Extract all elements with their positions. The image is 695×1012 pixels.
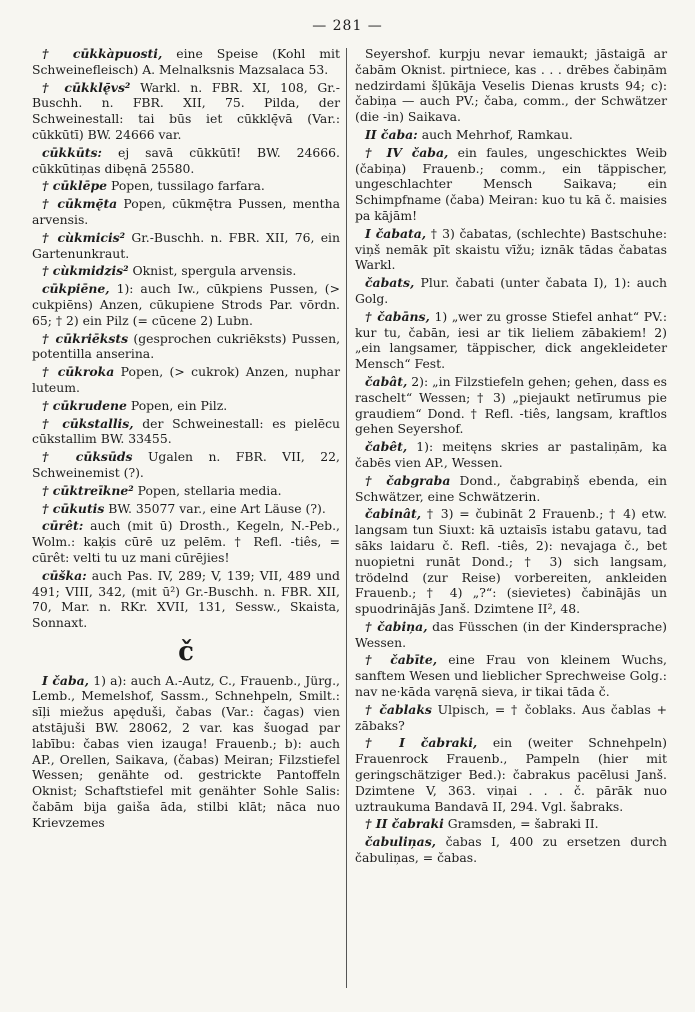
entry-text: der Schweinestall: es pielēcu cūkstallim BW. 33455.	[32, 415, 340, 447]
entry-text: Popen, tussilago farfara.	[107, 178, 265, 194]
entry-text: 1) „wer zu grosse Stiefel anhat“ PV.: kur tu, čabān, iesi ar tik lieliem zābakiem! 2) „ein langsamer, täppischer, dick angekleideter Mensch“ Fest.	[355, 308, 668, 372]
entry-headword: cūrêt:	[42, 518, 84, 534]
dictionary-entry	[32, 501, 340, 517]
dictionary-entry	[355, 473, 667, 505]
dictionary-entry	[355, 652, 667, 699]
entry-text: Gr.-Buschh. n. FBR. XII, 76, ein Gartenunkraut.	[32, 229, 340, 261]
entry-text: Dond., čabgrabiņš ebenda, ein Schwätzer, eine Schwätzerin.	[355, 472, 667, 504]
dictionary-entry	[355, 816, 667, 832]
entry-headword: † cūkriēksts	[42, 330, 129, 346]
entry-headword: I čabata,	[365, 225, 427, 241]
entry-headword: † cūkklę̄vs²	[42, 79, 131, 95]
dictionary-entry	[32, 80, 340, 143]
entry-headword: † cūklēpe	[42, 178, 108, 194]
dictionary-entry	[32, 483, 340, 499]
entry-text: auch Pas. IV, 289; V, 139; VII, 489 und 491; VIII, 342, (mit ū²) Gr.-Buschh. n. FBR. XII, 70, Mar. n. RKr. XVII, 131, Sessw., Skaista, Sonnaxt.	[32, 567, 340, 631]
dictionary-entry	[32, 281, 340, 328]
entry-headword: † cūkkàpuosti,	[42, 46, 163, 61]
entry-headword: † II čabraki	[365, 816, 444, 832]
entry-text: 1): meitęns skries ar pastaliņām, ka čabēs vien AP., Wessen.	[355, 439, 667, 470]
entry-headword: čabats,	[365, 275, 415, 291]
entry-headword: † čabiņa,	[365, 618, 428, 634]
dictionary-entry	[355, 619, 667, 651]
entry-text: Popen, (> cukrok) Anzen, nuphar luteum.	[32, 364, 340, 395]
entry-headword: † IV čaba,	[365, 144, 449, 160]
entry-text: Popen, stellaria media.	[133, 482, 282, 498]
dictionary-entry	[355, 145, 667, 224]
dictionary-entry	[32, 398, 340, 414]
entry-text: 2): „in Filzstiefeln gehen; gehen, dass es raschelt“ Wessen; † 3) „piejaukt netīrumus pie graudiem“ Dond. † Refl. -tiês, langsam, kraftlos gehen Seyershof.	[355, 373, 667, 437]
entry-headword: † čabāns,	[365, 308, 430, 324]
entry-headword: cūkpiēne,	[42, 281, 110, 297]
dictionary-entry	[32, 196, 340, 228]
entry-headword: † čabīte,	[365, 652, 438, 668]
entry-text: Oknist, spergula arvensis.	[128, 263, 297, 279]
entry-text: eine Frau von kleinem Wuchs, sanftem Wesen und lieblicher Sprechweise Golg.: nav ne·kāda varęnā sieva, ir tikai tāda č.	[355, 652, 667, 700]
dictionary-entry	[32, 568, 340, 631]
entry-text: Plur. čabati (unter čabata I), 1): auch Golg.	[355, 275, 667, 306]
entry-headword: † cūkroka	[42, 364, 115, 380]
left-column	[32, 46, 340, 833]
entry-text: ein faules, ungeschicktes Weib (čabiņa) Frauenb.; comm., ein täppischer, ungeschlachter Mensch Saikava; ein Schimpfname (čaba) Meiran: kuo tu kā č. maisies pa kājām!	[355, 144, 667, 223]
dictionary-entry	[355, 127, 667, 143]
entry-headword: † čabgraba	[365, 472, 451, 488]
entry-headword: cūška:	[42, 567, 87, 583]
entry-headword: † cùkmicis²	[42, 229, 126, 245]
entry-text: auch (mit ū) Drosth., Kegeln, N.-Peb., Wolm.: kaķis cūrē uz pelēm. † Refl. -tiês, = cūrêt: velti tu uz mani cūrējies!	[32, 518, 340, 565]
dictionary-entry	[32, 673, 340, 831]
entry-text: auch Mehrhof, Ramkau.	[417, 126, 573, 142]
entry-text: das Füsschen (in der Kindersprache) Wessen.	[355, 618, 668, 650]
entry-headword: † cūkrudene	[42, 397, 127, 413]
entry-headword: čabêt,	[365, 439, 408, 455]
entry-text: ej savā cūkkūtī! BW. 24666. cūkkūtiņas dibęnā 25580.	[32, 144, 340, 176]
entry-headword: † I čabraki,	[365, 735, 478, 751]
entry-headword: čabuliņas,	[365, 834, 436, 850]
dictionary-entry	[32, 145, 340, 177]
entry-headword: † cùkmidzis²	[42, 263, 129, 279]
entry-text: 1): auch Iw., cūkpiens Pussen, (> cukpiēns) Anzen, cūkupiene Strods Par. vōrdn. 65; † 2) ein Pilz (= cūcene 2) Lubn.	[32, 281, 340, 328]
dictionary-entry	[32, 263, 340, 279]
entry-text: (gesprochen cukriēksts) Pussen, potentilla anserina.	[32, 330, 341, 362]
entry-headword: † cūkstallis,	[42, 415, 134, 431]
entry-text: Popen, ein Pilz.	[126, 397, 228, 413]
entry-headword: cūkkūts:	[42, 144, 103, 160]
entry-headword: † cūksūds	[42, 449, 133, 465]
entry-text: Warkl. n. FBR. XI, 108, Gr.-Buschh. n. FBR. XII, 75. Pilda, der Schweinestall: tai būs iet cūkklę̄vā (Var.: cūkkūtī) BW. 24666 var.	[32, 79, 340, 142]
entry-text: Popen, cūkmę̄tra Pussen, mentha arvensis.	[32, 196, 340, 227]
dictionary-entry	[32, 230, 340, 262]
entry-headword: † cūkmę̄ta	[42, 196, 118, 212]
entry-headword: čabât,	[365, 373, 408, 389]
dictionary-entry	[355, 702, 667, 734]
dictionary-entry	[32, 449, 340, 481]
dictionary-entry	[32, 518, 340, 565]
dictionary-entry	[32, 364, 340, 396]
entry-headword: čabinât,	[365, 506, 422, 522]
entry-headword: † čablaks	[365, 701, 432, 717]
entry-headword: I čaba,	[42, 672, 89, 688]
right-column	[355, 46, 667, 868]
entry-headword: † cūkutis	[42, 500, 105, 516]
entry-text: 1) a): auch A.-Autz, C., Frauenb., Jürg., Lemb., Memelshof, Sassm., Schnehpeln, Smilt.: sīļi miežus apęduši, čabas (Var.: čagas) vien atstājuši BW. 28062, 2 var. kas šuogad par labību: čabas vien izauga! Frauenb.; b): auch AP., Orellen, Saikava, (čabas) Meiran; Filzstiefel Wessen; genähte od. gestrickte Pantoffeln Oknist; Schaftstiefel mit genähter Sohle Salis: čabām bija gaiša āda, stilbi klāt; nāca nuo Krievzemes	[32, 672, 340, 830]
entry-text: Ulpisch, = † čoblaks. Aus čablas + zābaks?	[355, 701, 667, 733]
column-divider	[346, 48, 347, 988]
page-number: — 281 —	[312, 18, 383, 34]
dictionary-entry	[32, 331, 340, 363]
dictionary-entry	[355, 226, 667, 273]
dictionary-entry	[355, 275, 667, 307]
dictionary-entry	[355, 834, 667, 866]
dictionary-entry	[355, 735, 667, 814]
dictionary-entry	[355, 374, 667, 437]
entry-text: eine Speise (Kohl mit Schweinefleisch) A. Melnalksnis Mazsalaca 53.	[32, 46, 341, 77]
entry-text: Gramsden, = šabraki II.	[443, 816, 599, 832]
entry-text: čabas I, 400 zu ersetzen durch čabuliņas, = čabas.	[355, 834, 667, 866]
entry-text: ein (weiter Schnehpeln) Frauenrock Frauenb., Pampeln (hier mit geringschätziger Bed.): čabrakus pacēlusi Janš. Dzimtene V, 363. viņai . . . č. pārāk nuo uztraukuma Bandavā II, 294. Vgl. šabraks.	[355, 735, 667, 814]
entry-headword: † cūktreīkne²	[42, 482, 134, 498]
dictionary-entry	[355, 46, 667, 125]
entry-text: † 3) čabatas, (schlechte) Bastschuhe: viņš nemāk pīt skaistu vīžu; iznāk tādas čabatas Warkl.	[355, 225, 667, 273]
dictionary-entry	[32, 416, 340, 448]
dictionary-entry	[355, 506, 667, 617]
entry-text: Seyershof. kurpju nevar iemaukt; jāstaigā ar čabām Oknist. pirtniece, kas . . . drēbes čabiņām nedzirdami šļūkāja Veselis Dienas krusts 94; c): čabiņa — auch PV.; čaba, comm., der Schwätzer (die -in) Saikava.	[355, 46, 667, 125]
entry-text: Ugalen n. FBR. VII, 22, Schweinemist (?).	[32, 449, 340, 480]
section-letter: č	[178, 636, 194, 667]
dictionary-entry	[355, 309, 667, 372]
dictionary-entry	[355, 439, 667, 471]
entry-text: † 3) = čubināt 2 Frauenb.; † 4) etw. langsam tun Siuxt: kā uztaisīs istabu gatavu, tad sāks laidaru č. Refl. -tiês, 2): nevajaga č., bet nuopietni runāt Dond.; † 3) sich langsam, trödelnd (zur Reise) vorbereiten, ankleiden Frauenb.; † 4) „?“: (sievietes) čabinājās un spuodrinājās Janš. Dzimtene II², 48.	[355, 506, 667, 617]
entry-headword: II čaba:	[365, 126, 418, 142]
dictionary-entry	[32, 178, 340, 194]
entry-text: BW. 35077 var., eine Art Läuse (?).	[104, 500, 326, 516]
dictionary-entry	[32, 46, 340, 78]
